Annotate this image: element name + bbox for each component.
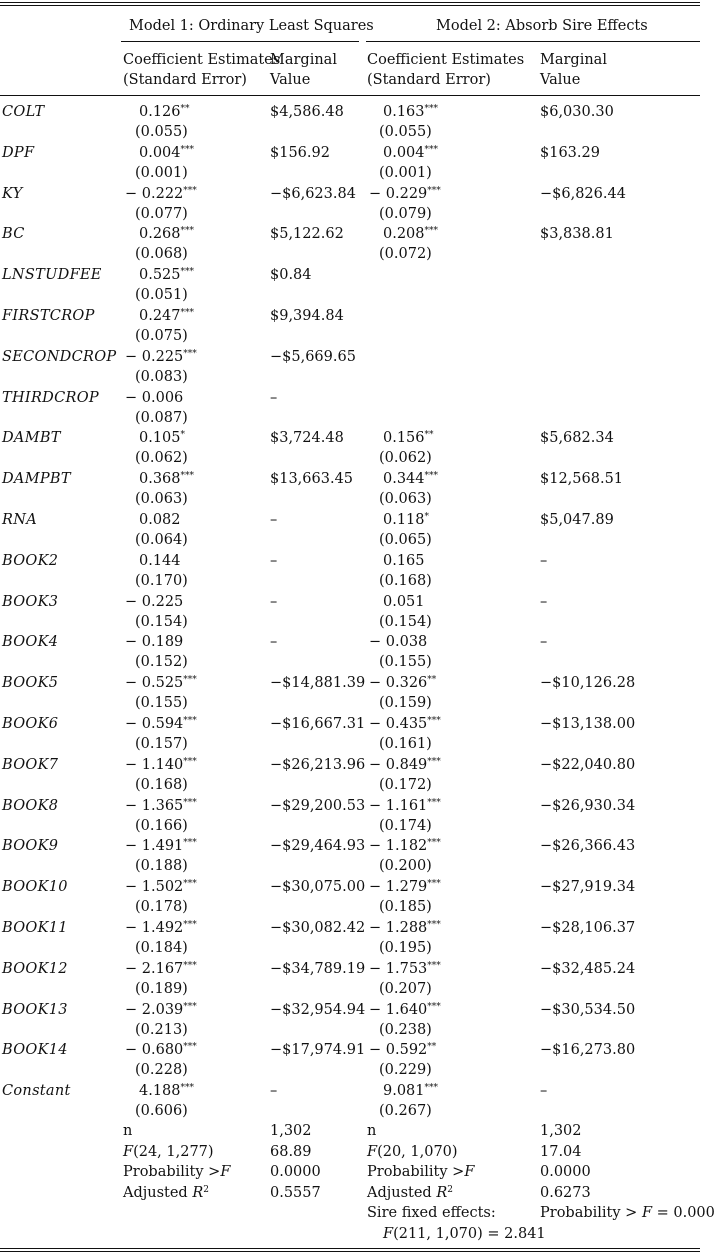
m1-std-error: (0.189) [135, 980, 188, 997]
m1-std-error: (0.064) [135, 532, 188, 548]
variable-name: RNA [2, 512, 37, 528]
m2-std-error: (0.072) [379, 246, 432, 263]
m2-marginal-value: $3,838.81 [540, 226, 614, 243]
variable-name: BOOK6 [2, 716, 59, 732]
m2-std-error: (0.159) [379, 695, 432, 712]
m2-coefficient: 0.344*** [383, 471, 439, 488]
m2-std-error: (0.079) [379, 205, 432, 222]
m1-coefficient: 0.126** [139, 104, 190, 120]
m2-stat-label: Probability >F [367, 1164, 475, 1181]
m2-coefficient: − 0.038 [369, 634, 428, 651]
variable-name: KY [2, 185, 23, 202]
m1-coef-label-1: Coefficient Estimates [123, 52, 281, 68]
m1-std-error: (0.184) [135, 940, 188, 956]
m2-coefficient: 0.163*** [383, 104, 439, 120]
m1-marginal-value: −$30,082.42 [270, 920, 366, 936]
m1-std-error: (0.228) [135, 1062, 188, 1079]
m2-std-error: (0.207) [379, 980, 432, 997]
m1-std-error: (0.154) [135, 613, 188, 630]
m1-coefficient: − 1.492*** [125, 920, 197, 936]
model2-title: Model 2: Absorb Sire Effects [436, 18, 648, 34]
variable-name: BOOK14 [2, 1042, 68, 1059]
m2-stat-label: n [367, 1123, 377, 1139]
m1-marginal-value: – [270, 512, 278, 528]
m1-marginal-value: −$30,075.00 [270, 879, 366, 896]
m2-std-error: (0.229) [379, 1062, 432, 1079]
sire-probability: Probability > F = 0.000 [540, 1205, 715, 1222]
m1-std-error: (0.606) [135, 1103, 188, 1120]
m2-stat-value: 0.0000 [540, 1164, 591, 1181]
m2-marginal-value: $12,568.51 [540, 471, 624, 488]
m1-coefficient: − 2.167*** [125, 960, 197, 977]
m1-std-error: (0.155) [135, 695, 188, 712]
m1-std-error: (0.166) [135, 817, 188, 834]
m1-marginal-value: – [270, 552, 278, 569]
m2-coefficient: − 1.640*** [369, 1001, 441, 1018]
m1-coefficient: − 1.140*** [125, 756, 197, 773]
m2-std-error: (0.161) [379, 736, 432, 752]
m1-std-error: (0.063) [135, 491, 188, 508]
m2-marginal-value: −$6,826.44 [540, 185, 626, 202]
m1-marginal-value: – [270, 634, 278, 651]
variable-name: THIRDCROP [2, 389, 99, 406]
m1-std-error: (0.157) [135, 736, 188, 752]
variable-name: BOOK4 [2, 634, 59, 651]
m1-coefficient: 0.004*** [139, 144, 195, 161]
m1-coefficient: − 1.365*** [125, 797, 197, 814]
m1-stat-label: F(24, 1,277) [123, 1143, 214, 1160]
m2-marginal-value: – [540, 1083, 548, 1100]
m2-coefficient: − 0.592** [369, 1042, 437, 1059]
m2-marginal-value: −$22,040.80 [540, 756, 636, 773]
m1-coefficient: − 0.189 [125, 634, 184, 651]
m2-marginal-value: $5,047.89 [540, 512, 614, 528]
m2-coef-label-2: (Standard Error) [367, 72, 491, 88]
m2-coefficient: − 1.182*** [369, 838, 441, 855]
m2-std-error: (0.174) [379, 817, 432, 834]
variable-name: FIRSTCROP [2, 308, 95, 324]
m2-coef-label-1: Coefficient Estimates [367, 52, 525, 68]
m1-std-error: (0.083) [135, 368, 188, 385]
m1-std-error: (0.178) [135, 899, 188, 916]
m2-marginal-value: −$16,273.80 [540, 1042, 636, 1059]
m1-coefficient: 0.247*** [139, 308, 195, 324]
m2-std-error: (0.155) [379, 654, 432, 671]
m1-coef-label-2: (Standard Error) [123, 72, 247, 88]
variable-name: BOOK9 [2, 838, 59, 855]
model1-title: Model 1: Ordinary Least Squares [129, 18, 374, 34]
m2-coefficient: − 0.435*** [369, 716, 441, 732]
m1-marginal-value: −$14,881.39 [270, 675, 366, 692]
m2-marginal-value: −$26,366.43 [540, 838, 636, 855]
m2-std-error: (0.238) [379, 1021, 432, 1038]
m2-marginal-value: −$26,930.34 [540, 797, 636, 814]
m2-mv-label-1: Marginal [540, 52, 607, 68]
m1-std-error: (0.188) [135, 858, 188, 875]
m1-coefficient: − 0.225 [125, 593, 184, 610]
variable-name: BOOK2 [2, 552, 59, 569]
m1-marginal-value: $13,663.45 [270, 471, 354, 488]
m1-stat-label: Probability >F [123, 1164, 231, 1181]
bottom-rule-1 [0, 1248, 700, 1249]
variable-name: BC [2, 226, 25, 243]
m1-std-error: (0.170) [135, 572, 188, 589]
m1-marginal-value: −$5,669.65 [270, 348, 356, 365]
top-rule-1 [0, 2, 700, 3]
m1-marginal-value: −$6,623.84 [270, 185, 356, 202]
m1-coefficient: − 0.222*** [125, 185, 197, 202]
m1-stat-label: Adjusted $R^2$ [123, 1184, 209, 1201]
m2-std-error: (0.195) [379, 940, 432, 956]
m1-marginal-value: −$26,213.96 [270, 756, 366, 773]
m2-std-error: (0.001) [379, 164, 432, 181]
header-rule [0, 95, 700, 96]
m1-marginal-value: −$16,667.31 [270, 716, 366, 732]
m1-mv-label-1: Marginal [270, 52, 337, 68]
m1-coefficient: 0.082 [139, 512, 181, 528]
m2-stat-value: 17.04 [540, 1143, 582, 1160]
m2-marginal-value: −$10,126.28 [540, 675, 636, 692]
m2-marginal-value: −$30,534.50 [540, 1001, 636, 1018]
m2-marginal-value: $163.29 [540, 144, 600, 161]
variable-name: SECONDCROP [2, 348, 117, 365]
m2-coefficient: 0.004*** [383, 144, 439, 161]
m1-coefficient: − 0.594*** [125, 716, 197, 732]
m1-coefficient: − 1.502*** [125, 879, 197, 896]
m1-std-error: (0.087) [135, 409, 188, 426]
m1-coefficient: − 1.491*** [125, 838, 197, 855]
m2-stat-label: Adjusted $R^2$ [367, 1184, 453, 1201]
m2-stat-value: 1,302 [540, 1123, 582, 1139]
m2-marginal-value: −$27,919.34 [540, 879, 636, 896]
m1-coefficient: − 0.525*** [125, 675, 197, 692]
m1-stat-value: 68.89 [270, 1143, 312, 1160]
m1-std-error: (0.152) [135, 654, 188, 671]
m2-marginal-value: – [540, 593, 548, 610]
m2-marginal-value: – [540, 552, 548, 569]
m2-std-error: (0.267) [379, 1103, 432, 1120]
m2-coefficient: 0.165 [383, 552, 425, 569]
variable-name: BOOK12 [2, 960, 68, 977]
m1-marginal-value: $0.84 [270, 267, 312, 284]
m2-coefficient: − 1.288*** [369, 920, 441, 936]
m2-std-error: (0.154) [379, 613, 432, 630]
m1-coefficient: − 0.006 [125, 389, 184, 406]
m2-coefficient: 0.051 [383, 593, 425, 610]
m2-coefficient: − 1.753*** [369, 960, 441, 977]
m1-std-error: (0.168) [135, 776, 188, 793]
m1-stat-value: 0.5557 [270, 1184, 321, 1201]
variable-name: LNSTUDFEE [2, 267, 102, 284]
model1-underline [121, 41, 359, 42]
m2-marginal-value: −$28,106.37 [540, 920, 636, 936]
m1-marginal-value: −$29,464.93 [270, 838, 366, 855]
m1-coefficient: 4.188*** [139, 1083, 195, 1100]
variable-name: COLT [2, 104, 45, 120]
m2-marginal-value: $6,030.30 [540, 104, 614, 120]
m2-mv-label-2: Value [540, 72, 581, 88]
m1-marginal-value: $3,724.48 [270, 430, 344, 447]
variable-name: BOOK5 [2, 675, 59, 692]
m1-coefficient: 0.368*** [139, 471, 195, 488]
m1-stat-label: n [123, 1123, 133, 1139]
model2-underline [366, 41, 700, 42]
m1-marginal-value: – [270, 1083, 278, 1100]
m2-coefficient: − 1.161*** [369, 797, 441, 814]
sire-fixed-effects-label: Sire fixed effects: [367, 1205, 496, 1222]
m2-std-error: (0.185) [379, 899, 432, 916]
m1-marginal-value: – [270, 389, 278, 406]
m1-marginal-value: $4,586.48 [270, 104, 344, 120]
m1-marginal-value: $9,394.84 [270, 308, 344, 324]
m1-stat-value: 0.0000 [270, 1164, 321, 1181]
m1-marginal-value: $5,122.62 [270, 226, 344, 243]
variable-name: DAMBT [2, 430, 61, 447]
bottom-rule-2 [0, 1251, 700, 1252]
m1-coefficient: 0.144 [139, 552, 181, 569]
m2-std-error: (0.172) [379, 776, 432, 793]
m1-std-error: (0.062) [135, 450, 188, 467]
m2-coefficient: 0.118* [383, 512, 430, 528]
m1-marginal-value: −$32,954.94 [270, 1001, 366, 1018]
m1-std-error: (0.077) [135, 205, 188, 222]
m1-marginal-value: −$34,789.19 [270, 960, 366, 977]
m2-std-error: (0.200) [379, 858, 432, 875]
variable-name: DAMPBT [2, 471, 71, 488]
m1-std-error: (0.213) [135, 1021, 188, 1038]
top-rule-2 [0, 5, 700, 6]
m2-coefficient: 9.081*** [383, 1083, 439, 1100]
m1-std-error: (0.055) [135, 124, 188, 140]
m2-stat-label: F(20, 1,070) [367, 1143, 458, 1160]
m2-std-error: (0.168) [379, 572, 432, 589]
m2-std-error: (0.055) [379, 124, 432, 140]
m1-coefficient: − 0.680*** [125, 1042, 197, 1059]
m2-coefficient: 0.156** [383, 430, 434, 447]
m1-coefficient: 0.268*** [139, 226, 195, 243]
m2-marginal-value: −$13,138.00 [540, 716, 636, 732]
m1-coefficient: − 2.039*** [125, 1001, 197, 1018]
m2-coefficient: − 0.326** [369, 675, 437, 692]
m2-marginal-value: $5,682.34 [540, 430, 614, 447]
m1-marginal-value: −$29,200.53 [270, 797, 366, 814]
variable-name: BOOK10 [2, 879, 68, 896]
variable-name: Constant [2, 1083, 71, 1100]
m2-coefficient: − 0.849*** [369, 756, 441, 773]
m1-marginal-value: −$17,974.91 [270, 1042, 366, 1059]
m1-std-error: (0.001) [135, 164, 188, 181]
m2-coefficient: 0.208*** [383, 226, 439, 243]
variable-name: BOOK7 [2, 756, 59, 773]
m1-marginal-value: $156.92 [270, 144, 330, 161]
m2-std-error: (0.065) [379, 532, 432, 548]
m2-std-error: (0.063) [379, 491, 432, 508]
m1-coefficient: 0.525*** [139, 267, 195, 284]
m1-mv-label-2: Value [270, 72, 311, 88]
sire-f-statistic: F(211, 1,070) = 2.841 [383, 1226, 546, 1242]
m1-coefficient: − 0.225*** [125, 348, 197, 365]
m2-marginal-value: – [540, 634, 548, 651]
variable-name: DPF [2, 144, 35, 161]
variable-name: BOOK3 [2, 593, 59, 610]
m1-std-error: (0.075) [135, 328, 188, 344]
m1-std-error: (0.051) [135, 287, 188, 304]
variable-name: BOOK8 [2, 797, 59, 814]
m1-coefficient: 0.105* [139, 430, 186, 447]
m1-marginal-value: – [270, 593, 278, 610]
m2-coefficient: − 1.279*** [369, 879, 441, 896]
m2-stat-value: 0.6273 [540, 1184, 591, 1201]
m2-std-error: (0.062) [379, 450, 432, 467]
m1-std-error: (0.068) [135, 246, 188, 263]
m2-marginal-value: −$32,485.24 [540, 960, 636, 977]
m1-stat-value: 1,302 [270, 1123, 312, 1139]
m2-coefficient: − 0.229*** [369, 185, 441, 202]
variable-name: BOOK13 [2, 1001, 68, 1018]
variable-name: BOOK11 [2, 920, 68, 936]
